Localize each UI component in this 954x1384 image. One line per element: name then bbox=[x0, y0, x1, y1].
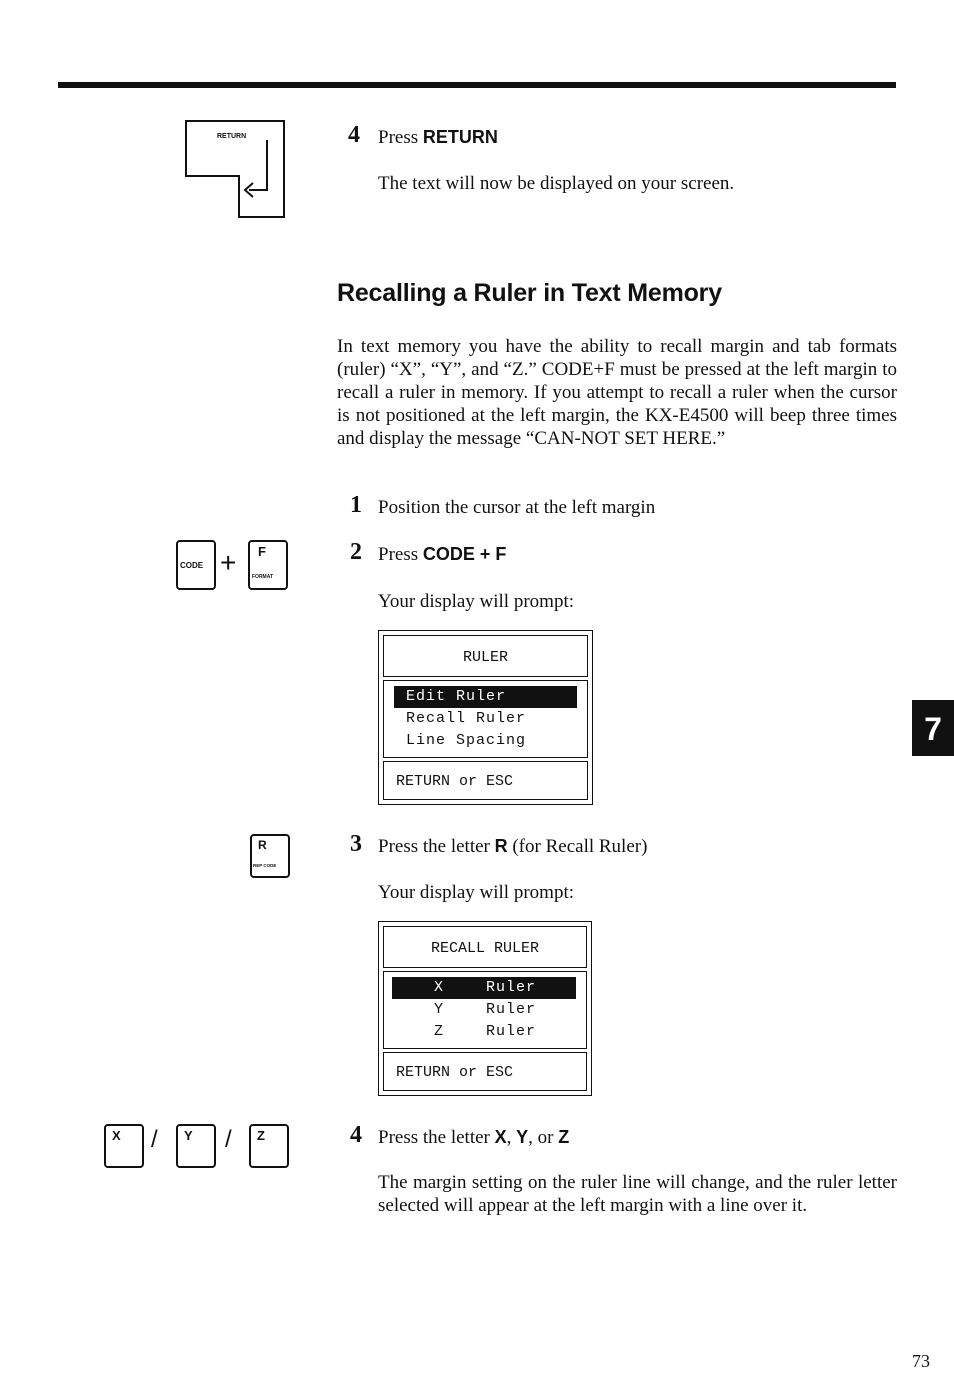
ruler-display-screen bbox=[378, 630, 593, 805]
return-key-icon bbox=[183, 118, 289, 220]
step-prompt: Your display will prompt: bbox=[378, 591, 575, 612]
screen-footer-box bbox=[383, 761, 588, 800]
step-instruction: Press RETURN bbox=[378, 127, 498, 148]
menu-highlight bbox=[392, 977, 576, 999]
step-instruction: Press the letter R (for Recall Ruler) bbox=[378, 836, 648, 857]
step-number: 4 bbox=[348, 122, 360, 148]
menu-item-letter: X bbox=[434, 979, 444, 996]
return-key-label: RETURN bbox=[217, 133, 247, 140]
step-number: 3 bbox=[350, 831, 362, 857]
screen-footer-box bbox=[383, 1052, 587, 1091]
menu-item-edit-ruler: Edit Ruler bbox=[406, 688, 507, 705]
screen-title-box bbox=[383, 926, 587, 968]
menu-item-word: Ruler bbox=[486, 1023, 537, 1040]
screen-footer: RETURN or ESC bbox=[396, 1064, 514, 1081]
section-heading: Recalling a Ruler in Text Memory bbox=[337, 279, 722, 307]
menu-item-line-spacing: Line Spacing bbox=[406, 732, 527, 749]
menu-item-letter: Y bbox=[434, 1001, 444, 1018]
step-description: The margin setting on the ruler line will change, and the ruler letter selected will appear at the left margin with a line over it. bbox=[378, 1172, 897, 1216]
plus-sign: + bbox=[220, 547, 237, 578]
step-prompt: Your display will prompt: bbox=[378, 882, 575, 903]
menu-item-word: Ruler bbox=[486, 979, 537, 996]
step-instruction: Press the letter X, Y, or Z bbox=[378, 1127, 570, 1148]
step-instruction: Position the cursor at the left margin bbox=[378, 497, 656, 518]
menu-item-letter: Z bbox=[434, 1023, 444, 1040]
menu-item-word: Ruler bbox=[486, 1001, 537, 1018]
screen-menu-box bbox=[383, 680, 588, 758]
y-key-icon: Y bbox=[176, 1124, 216, 1168]
page-number: 73 bbox=[912, 1351, 930, 1371]
top-rule bbox=[58, 82, 896, 88]
recall-ruler-display-screen bbox=[378, 921, 592, 1096]
chapter-tab: 7 bbox=[912, 700, 954, 756]
intro-paragraph: In text memory you have the ability to recall margin and tab formats (ruler) “X”, “Y”, and “Z.” CODE+F must be pressed at the left margin to recall a ruler in memory. If you attempt to recall a ruler when the cursor is not positioned at the left margin, the KX-E4500 will beep three times and display the message “CAN-NOT SET HERE.” bbox=[337, 336, 897, 449]
menu-item-recall-ruler: Recall Ruler bbox=[406, 710, 527, 727]
slash-separator: / bbox=[225, 1126, 232, 1153]
r-key-icon: R REP CODE bbox=[250, 834, 290, 878]
code-key-icon: CODE bbox=[176, 540, 216, 590]
step-number: 1 bbox=[350, 492, 362, 518]
step-description: The text will now be displayed on your screen. bbox=[378, 173, 735, 194]
step-number: 2 bbox=[350, 539, 362, 565]
screen-title: RULER bbox=[462, 649, 508, 666]
z-key-icon: Z bbox=[249, 1124, 289, 1168]
screen-menu-box bbox=[383, 971, 587, 1049]
slash-separator: / bbox=[151, 1126, 158, 1153]
screen-title: RECALL RULER bbox=[430, 940, 540, 957]
screen-footer: RETURN or ESC bbox=[396, 773, 514, 790]
x-key-icon: X bbox=[104, 1124, 144, 1168]
step-instruction: Press CODE + F bbox=[378, 544, 507, 565]
f-key-icon: F FORMAT bbox=[248, 540, 288, 590]
step-number: 4 bbox=[350, 1122, 362, 1148]
screen-title-box bbox=[383, 635, 588, 677]
